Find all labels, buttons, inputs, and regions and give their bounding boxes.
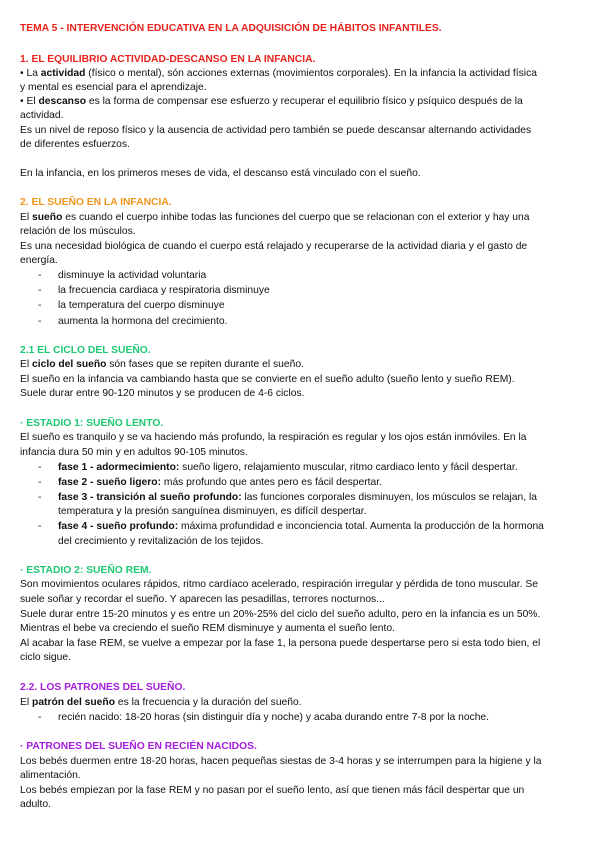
list-item-text: recién nacido: 18-20 horas (sin distinguir día y noche) y acaba durando entre 7-8 por la noche. bbox=[58, 712, 490, 723]
list-item-text: disminuye la actividad voluntaria bbox=[58, 270, 207, 281]
text: El bbox=[20, 359, 33, 370]
bold-term: ciclo del sueño bbox=[32, 359, 107, 370]
s1-line-1 bbox=[20, 66, 582, 81]
s21-line-3: Suele durar entre 90-120 minutos y se producen de 4-6 ciclos. bbox=[20, 388, 305, 399]
e2-line-2: suele soñar y recordar el sueño. Y aparecen las pesadillas, terrores nocturnos... bbox=[20, 594, 385, 605]
document-title: TEMA 5 - INTERVENCIÓN EDUCATIVA EN LA ADQUISICIÓN DE HÁBITOS INFANTILES. bbox=[20, 23, 442, 34]
s23-line-3: Los bebés empiezan por la fase REM y no pasan por el sueño lento, así que tienen más fácil despertar que un bbox=[20, 785, 525, 796]
section-2-heading: 2. EL SUEÑO EN LA INFANCIA. bbox=[20, 197, 172, 208]
s23-line-4: adulto. bbox=[20, 799, 51, 810]
s1-line-7: En la infancia, en los primeros meses de vida, el descanso está vinculado con el sueño. bbox=[20, 168, 421, 179]
s1-line-4: actividad. bbox=[20, 110, 64, 121]
e2-line-5: Al acabar la fase REM, se vuelve a empezar por la fase 1, la persona puede despertarse pero si esta todo bien, el bbox=[20, 638, 541, 649]
s1-line-5: Es un nivel de reposo físico y la ausencia de actividad pero también se puede descansar alternando actividades bbox=[20, 125, 532, 136]
phase-label: fase 3 - transición al sueño profundo: bbox=[58, 492, 242, 503]
s2-line-3: Es una necesidad biológica de cuando el cuerpo está relajado y recuperarse de la actividad diaria y el gasto de bbox=[20, 241, 528, 252]
bold-term: actividad bbox=[40, 68, 86, 79]
e1-line-2: infancia dura 50 min y en adultos 90-105 minutos. bbox=[20, 447, 248, 458]
phase-text: temperatura y la presión sanguínea disminuyen, es difícil despertar. bbox=[58, 506, 367, 517]
s22-line-1 bbox=[20, 695, 582, 710]
phase-label: fase 1 - adormecimiento: bbox=[58, 462, 180, 473]
e1-line-1: El sueño es tranquilo y se va haciendo más profundo, la respiración es regular y los ojos están inmóviles. En la bbox=[20, 432, 527, 443]
estadio-2-heading: · ESTADIO 2: SUEÑO REM. bbox=[20, 565, 152, 576]
list-item-text: la frecuencia cardiaca y respiratoria disminuye bbox=[58, 285, 270, 296]
text: són fases que se repiten durante el sueño. bbox=[106, 359, 304, 370]
s2-line-1 bbox=[20, 210, 582, 225]
e2-line-6: ciclo sigue. bbox=[20, 652, 71, 663]
text: es la forma de compensar ese esfuerzo y recuperar el equilibrio físico y psíquico después de la bbox=[86, 96, 523, 107]
text: es cuando el cuerpo inhibe todas las funciones del cuerpo que se relacionan con el exterior y hay una bbox=[62, 212, 530, 223]
text: El bbox=[20, 212, 33, 223]
phase-text: máxima profundidad e inconciencia total. Aumenta la producción de la hormona bbox=[178, 521, 544, 532]
bold-term: patrón del sueño bbox=[32, 697, 115, 708]
estadio-1-heading: · ESTADIO 1: SUEÑO LENTO. bbox=[20, 418, 164, 429]
s1-line-3 bbox=[20, 94, 582, 109]
s23-line-1: Los bebés duermen entre 18-20 horas, hacen pequeñas siestas de 3-4 horas y se interrumpen para la higiene y la bbox=[20, 756, 542, 767]
section-1-heading: 1. EL EQUILIBRIO ACTIVIDAD-DESCANSO EN LA INFANCIA. bbox=[20, 54, 316, 65]
s23-line-2: alimentación. bbox=[20, 770, 81, 781]
phase-text: más profundo que antes pero es fácil despertar. bbox=[161, 477, 382, 488]
text: • El bbox=[20, 96, 39, 107]
phase-text: las funciones corporales disminuyen, los músculos se relajan, la bbox=[241, 492, 537, 503]
s21-line-2: El sueño en la infancia va cambiando hasta que se convierte en el sueño adulto (sueño lento y sueño REM). bbox=[20, 374, 515, 385]
patrones-recien-nacidos-heading: · PATRONES DEL SUEÑO EN RECIÉN NACIDOS. bbox=[20, 741, 257, 752]
phase-label: fase 4 - sueño profundo: bbox=[58, 521, 179, 532]
list-item-text: aumenta la hormona del crecimiento. bbox=[58, 316, 228, 327]
list-item-text: la temperatura del cuerpo disminuye bbox=[58, 300, 225, 311]
s2-line-2: relación de los músculos. bbox=[20, 226, 136, 237]
s1-line-6: de diferentes esfuerzos. bbox=[20, 139, 130, 150]
bold-term: descanso bbox=[38, 96, 86, 107]
s21-line-1 bbox=[20, 357, 582, 372]
phase-label: fase 2 - sueño ligero: bbox=[58, 477, 161, 488]
s1-line-2: y mental es esencial para el aprendizaje. bbox=[20, 82, 207, 93]
phase-text: sueño ligero, relajamiento muscular, ritmo cardiaco lento y fácil despertar. bbox=[179, 462, 518, 473]
e2-line-4: Mientras el bebe va creciendo el sueño REM disminuye y aumenta el sueño lento. bbox=[20, 623, 395, 634]
bold-term: sueño bbox=[32, 212, 63, 223]
text: El bbox=[20, 697, 33, 708]
s2-line-4: energía. bbox=[20, 255, 58, 266]
text: • La bbox=[20, 68, 41, 79]
section-2-2-heading: 2.2. LOS PATRONES DEL SUEÑO. bbox=[20, 682, 186, 693]
text: es la frecuencia y la duración del sueño. bbox=[115, 697, 302, 708]
phase-text: del crecimiento y revitalización de los tejidos. bbox=[58, 536, 264, 547]
e2-line-1: Son movimientos oculares rápidos, ritmo cardíaco acelerado, respiración irregular y pérdida de tono muscular. Se bbox=[20, 579, 538, 590]
text: (físico o mental), són acciones externas (movimientos corporales). En la infancia la actividad física bbox=[85, 68, 537, 79]
section-2-1-heading: 2.1 EL CICLO DEL SUEÑO. bbox=[20, 345, 151, 356]
e2-line-3: Suele durar entre 15-20 minutos y es entre un 20%-25% del ciclo del sueño adulto, pero en la infancia es un 50%. bbox=[20, 609, 541, 620]
